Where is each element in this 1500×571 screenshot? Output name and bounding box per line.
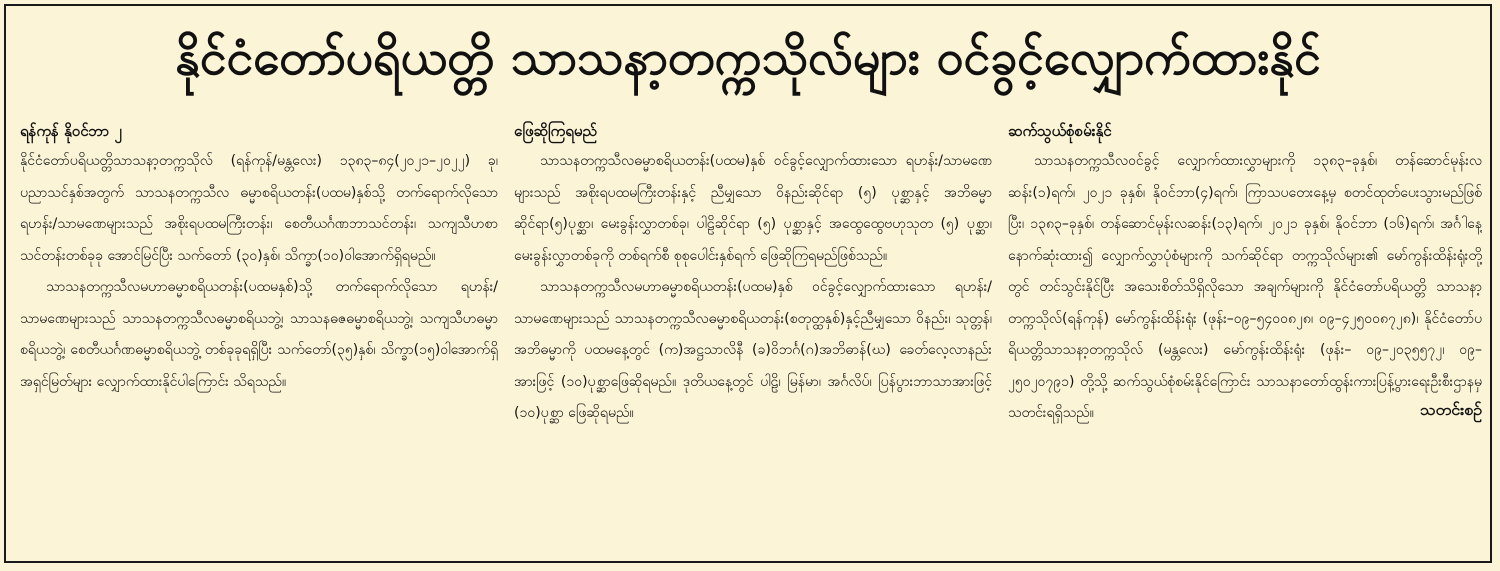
column-2-paragraph-2: သာသနတက္ကသီလမဟာဓမ္မာစရိယတန်း(ပထမ)နှစ် ဝင်ခွင့်လျှောက်ထားသော ရဟန်း/သာမဏေများသည် သာသနတက္ကသီလဓမ္မာစရိယတန်း(စတုတ္ထနှစ်)နှင့်ညီမျှသော ဝိနည်း၊ သုတ္တန်၊ အဘိဓမ္မာကို ပထမနေ့တွင် (က)အဋ္ဌသာလိနီ (ခ)ဝိဘင်္ဂ(ဂ)အဘိဓာန်(ဃ) ခေတ်လေ့လာနည်းအားဖြင့် (၁၀)ပုစ္ဆာဖြေဆိုရမည်။ ဒုတိယနေ့တွင် ပါဠိ၊ မြန်မာ၊ အင်္ဂလိပ်၊ ပြန်ပွားဘာသာအားဖြင့် (၁၀)ပုစ္ဆာ ဖြေဆိုရမည်။ [514, 279, 992, 421]
column-1-paragraph-2: သာသနတက္ကသီလမဟာဓမ္မာစရိယတန်း(ပထမနှစ်)သို့ တက်ရောက်လိုသော ရဟန်း/သာမဏေများသည် သာသနတက္ကသီလဓမ္မာစရိယဘွဲ့၊ သာသနဓဇဓမ္မာစရိယဘွဲ့၊ သကျသီဟဓမ္မာစရိယဘွဲ့၊ စေတီယင်္ဂဏဓမ္မာစရိယဘွဲ့ တစ်ခုခုရရှိပြီး သက်တော်(၃၅)နှစ်၊ သိက္ခာ(၁၅)ဝါအောက်ရှိ အရှင်မြတ်များ လျှောက်ထားနိုင်ပါကြောင်း သိရသည်။ [20, 279, 498, 390]
article-column-2 [514, 118, 992, 554]
column-1-heading: ရန်ကုန် နိုဝင်ဘာ ၂ [20, 122, 122, 140]
article-frame [4, 4, 1492, 563]
column-1-paragraph-1: နိုင်ငံတော်ပရိယတ္တိသာသနာ့တက္ကသိုလ် (ရန်ကုန်/မန္တလေး) ၁၃၈၃–၈၄(၂၀၂၁–၂၀၂၂) ခု၊ ပညာသင်နှစ်အတွက် သာသနတက္ကသီလ ဓမ္မာစရိယတန်း(ပထမ)နှစ်သို့ တက်ရောက်လိုသော ရဟန်း/သာမဏေများသည် အစိုးရပထမကြီးတန်း၊ စေတီယင်္ဂဏဘာသင်တန်း၊ သကျသီဟစာသင်တန်းတစ်ခုခု အောင်မြင်ပြီး သက်တော် (၃၀)နှစ်၊ သိက္ခာ(၁၀)ဝါအောက်ရှိရမည်။ [20, 153, 498, 264]
article-columns [20, 118, 1482, 554]
article-column-3 [1008, 118, 1482, 554]
column-3-paragraph-1: သာသနတက္ကသီလဝင်ခွင့် လျှောက်ထားလွှာများကို ၁၃၈၃–ခုနှစ်၊ တန်ဆောင်မုန်းလဆန်း(၁)ရက်၊ ၂၀၂၁ ခုနှစ်၊ နိုဝင်ဘာ(၄)ရက်၊ ကြာသပတေးနေ့မှ စတင်ထုတ်ပေးသွားမည်ဖြစ်ပြီး၊ ၁၃၈၃–ခုနှစ်၊ တန်ဆောင်မုန်းလဆန်း(၁၃)ရက်၊ ၂၀၂၁ ခုနှစ်၊ နိုဝင်ဘာ (၁၆)ရက်၊ အင်္ဂါနေ့နောက်ဆုံးထား၍ လျှောက်လွှာပုံစံများကို သက်ဆိုင်ရာ တက္ကသိုလ်များ၏ မော်ကွန်းထိန်းရုံးတို့တွင် တင်သွင်းနိုင်ပြီး အသေးစိတ်သိရှိလိုသော အချက်များကို နိုင်ငံတော်ပရိယတ္တိ သာသနာ့တက္ကသိုလ်(ရန်ကုန်) မော်ကွန်းထိန်းရုံး (ဖုန်း–၀၉–၅၄၀၀၈၂၈၊ ၀၉–၄၂၅၀၀၈၇၂၈)၊ နိုင်ငံတော်ပရိယတ္တိသာသနာ့တက္ကသိုလ် (မန္တလေး) မော်ကွန်းထိန်းရုံး (ဖုန်း– ၀၉–၂၀၃၅၅၇၂၊ ၀၉–၂၅၀၂၀၇၉၁) တို့သို့ ဆက်သွယ်စုံစမ်းနိုင်ကြောင်း သာသနာတော်ထွန်းကားပြန့်ပွားရေးဦးစီးဌာနမှ သတင်းရရှိသည်။ [1008, 153, 1482, 421]
article-headline: နိုင်ငံတော်ပရိယတ္တိ သာသနာ့တက္ကသိုလ်များ ဝင်ခွင့်လျှောက်ထားနိုင် [175, 30, 1321, 86]
column-3-heading: ဆက်သွယ်စုံစမ်းနိုင် [1008, 122, 1112, 140]
article-byline: သတင်းစဉ် [1420, 399, 1482, 419]
column-2-heading: ဖြေဆိုကြရမည် [514, 122, 597, 140]
article-column-1 [20, 118, 498, 554]
column-2-paragraph-1: သာသနတက္ကသီလဓမ္မာစရိယတန်း(ပထမ)နှစ် ဝင်ခွင့်လျှောက်ထားသော ရဟန်း/သာမဏေများသည် အစိုးရပထမကြီးတန်းနှင့် ညီမျှသော ဝိနည်းဆိုင်ရာ (၅) ပုစ္ဆာနှင့် အဘိဓမ္မာဆိုင်ရာ(၅)ပုစ္ဆာ၊ မေးခွန်းလွှာတစ်ခု၊ ပါဠိဆိုင်ရာ (၅) ပုစ္ဆာနှင့် အထွေထွေဗဟုသုတ (၅) ပုစ္ဆာ၊ မေးခွန်းလွှာတစ်ခုကို တစ်ရက်စီ စုစုပေါင်းနှစ်ရက် ဖြေဆိုကြရမည်ဖြစ်သည်။ [514, 153, 992, 264]
